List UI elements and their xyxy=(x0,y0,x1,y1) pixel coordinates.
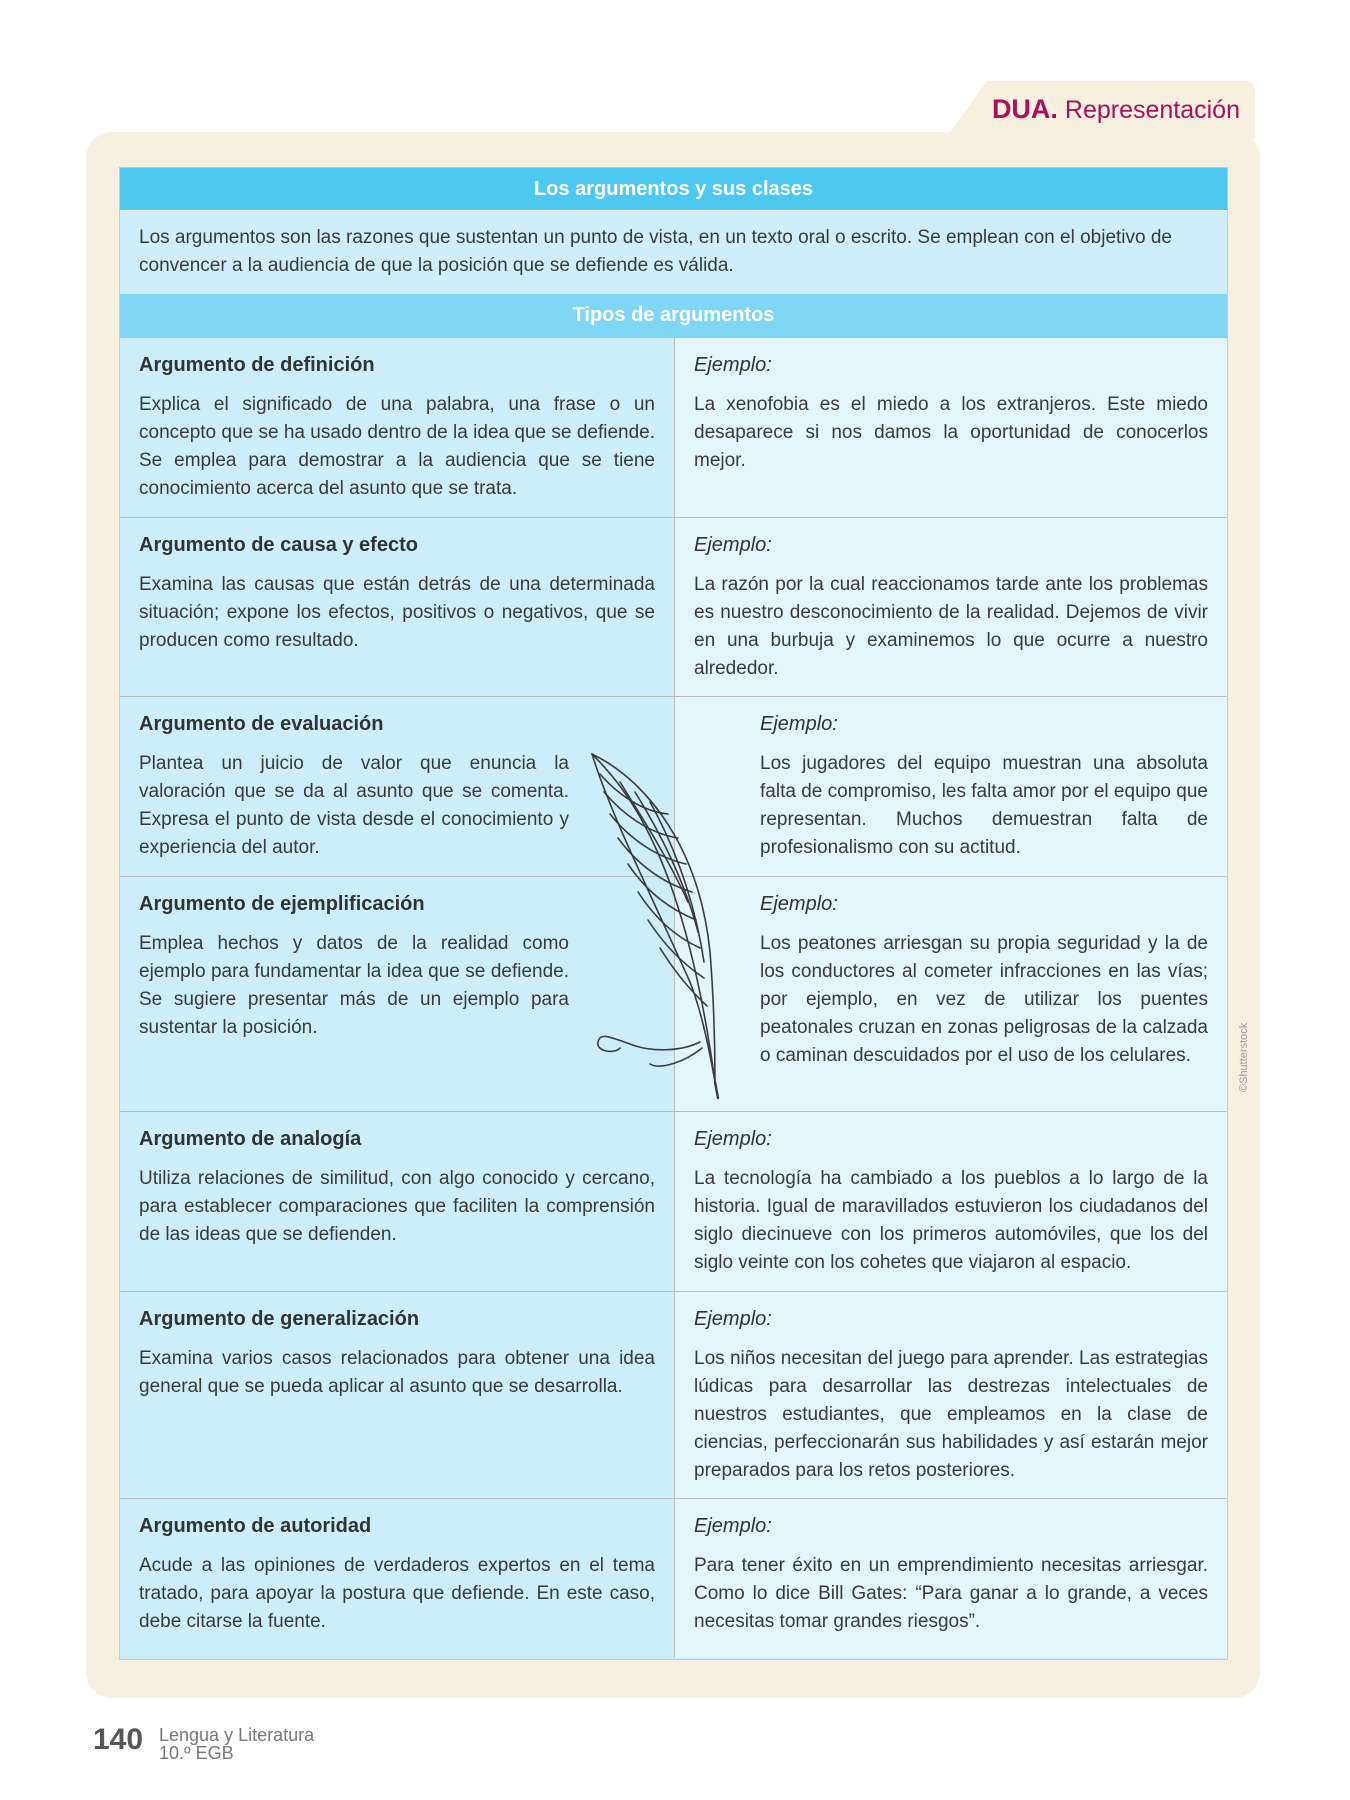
argument-description: Explica el significado de una palabra, una frase o un concepto que se ha usado dentro de la idea que se defiende. Se emplea para demostrar a la audiencia que se tiene conocimiento acerca del asunto que se trata. xyxy=(139,394,655,499)
example-label: Ejemplo: xyxy=(694,1308,772,1330)
feather-quill-illustration xyxy=(590,752,735,1100)
example-cell xyxy=(675,1499,1227,1658)
argument-description: Examina varios casos relacionados para obtener una idea general que se pueda aplicar al asunto que se desarrolla. xyxy=(139,1348,655,1397)
image-credit: ©Shutterstock xyxy=(1238,1022,1250,1092)
example-text: Para tener éxito en un emprendimiento necesitas arriesgar. Como lo dice Bill Gates: “Para ganar a lo grande, a veces necesitas tomar grandes riesgos”. xyxy=(694,1555,1208,1632)
table-row xyxy=(120,517,1227,696)
dua-badge-text: Representación xyxy=(1057,96,1240,124)
example-label: Ejemplo: xyxy=(694,1128,772,1150)
subject-name: Lengua y Literatura xyxy=(159,1725,315,1745)
argument-cell xyxy=(120,518,675,696)
argument-name: Argumento de causa y efecto xyxy=(139,534,418,556)
example-cell xyxy=(675,518,1227,696)
example-text: Los jugadores del equipo muestran una absoluta falta de compromiso, les falta amor por el equipo que representan. Muchos demuestran falta de profesionalismo con su actitud. xyxy=(760,753,1208,858)
argument-name: Argumento de evaluación xyxy=(139,713,384,735)
argument-name: Argumento de definición xyxy=(139,354,375,376)
argument-name: Argumento de analogía xyxy=(139,1128,362,1150)
example-label: Ejemplo: xyxy=(694,1515,772,1537)
argument-name: Argumento de generalización xyxy=(139,1308,420,1330)
argument-cell xyxy=(120,1499,675,1658)
table-intro: Los argumentos son las razones que sustentan un punto de vista, en un texto oral o escrito. Se emplean con el objetivo de convencer a la audiencia de que la posición que se defiende es válida. xyxy=(120,210,1227,294)
example-text: Los peatones arriesgan su propia seguridad y la de los conductores al cometer infracciones en las vías; por ejemplo, en vez de utilizar los puentes peatonales cruzan en zonas peligrosas de la calzada o caminan descuidados por el uso de los celulares. xyxy=(760,933,1208,1066)
argument-description: Emplea hechos y datos de la realidad como ejemplo para fundamentar la idea que se defiende. Se sugiere presentar más de un ejemplo para sustentar la posición. xyxy=(139,933,569,1038)
example-cell xyxy=(675,697,1227,876)
example-label: Ejemplo: xyxy=(694,354,772,376)
argument-description: Utiliza relaciones de similitud, con algo conocido y cercano, para establecer comparaciones que faciliten la comprensión de las ideas que se defienden. xyxy=(139,1168,655,1245)
argument-cell xyxy=(120,1112,675,1291)
example-text: La razón por la cual reaccionamos tarde ante los problemas es nuestro desconocimiento de la realidad. Dejemos de vivir en una burbuja y examinemos lo que ocurre a nuestro alrededor. xyxy=(694,574,1208,679)
argument-name: Argumento de ejemplificación xyxy=(139,893,425,915)
dua-badge xyxy=(992,94,1240,125)
table-row xyxy=(120,1498,1227,1658)
example-cell xyxy=(675,877,1227,1111)
argument-description: Plantea un juicio de valor que enuncia la valoración que se da al asunto que se comenta. Expresa el punto de vista desde el conocimiento y experiencia del autor. xyxy=(139,753,569,858)
table-row xyxy=(120,1111,1227,1291)
example-text: La tecnología ha cambiado a los pueblos a lo largo de la historia. Igual de maravillados estuvieron los ciudadanos del siglo diecinueve con los primeros automóviles, que los del siglo veinte con los cohetes que viajaron al espacio. xyxy=(694,1168,1208,1273)
example-label: Ejemplo: xyxy=(760,893,838,915)
table-title: Los argumentos y sus clases xyxy=(120,168,1227,210)
footer-subject xyxy=(159,1726,314,1762)
table-row xyxy=(120,1291,1227,1498)
table-subtitle: Tipos de argumentos xyxy=(120,294,1227,337)
example-label: Ejemplo: xyxy=(760,713,838,735)
table-row xyxy=(120,337,1227,517)
argument-cell xyxy=(120,1292,675,1498)
grade-level: 10.º EGB xyxy=(159,1743,234,1763)
page-number: 140 xyxy=(93,1723,144,1756)
example-cell xyxy=(675,1112,1227,1291)
dua-badge-strong: DUA. xyxy=(991,94,1058,124)
argument-description: Acude a las opiniones de verdaderos expertos en el tema tratado, para apoyar la postura que defiende. En este caso, debe citarse la fuente. xyxy=(139,1555,655,1632)
argument-cell xyxy=(120,338,675,517)
example-text: La xenofobia es el miedo a los extranjeros. Este miedo desaparece si nos damos la oportunidad de conocerlos mejor. xyxy=(694,394,1208,471)
argument-name: Argumento de autoridad xyxy=(139,1515,372,1537)
example-cell xyxy=(675,1292,1227,1498)
example-text: Los niños necesitan del juego para aprender. Las estrategias lúdicas para desarrollar las destrezas intelectuales de nuestros estudiantes, que empleamos en la clase de ciencias, perfeccionarán sus habilidades y así estarán mejor preparados para los retos posteriores. xyxy=(694,1348,1208,1481)
argument-description: Examina las causas que están detrás de una determinada situación; expone los efectos, positivos o negativos, que se producen como resultado. xyxy=(139,574,655,651)
example-label: Ejemplo: xyxy=(694,534,772,556)
example-cell xyxy=(675,338,1227,517)
